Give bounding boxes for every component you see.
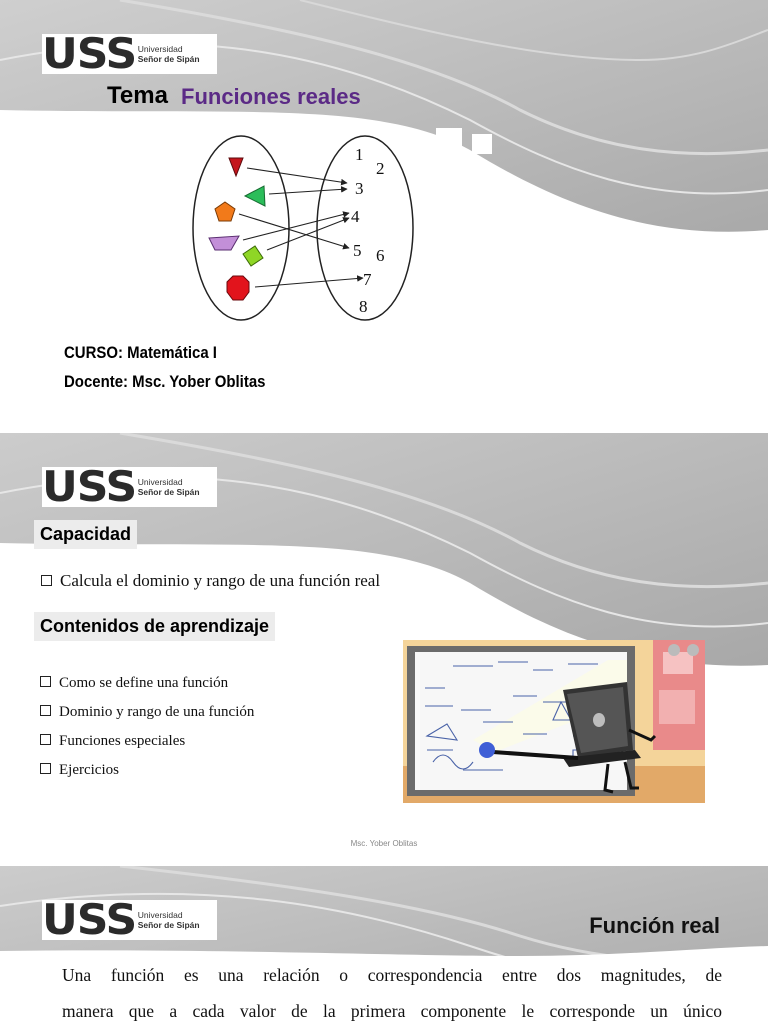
tema-title: Funciones reales <box>181 84 361 109</box>
list-item <box>40 727 254 756</box>
capacidad-item <box>41 571 380 591</box>
list-item-text: Funciones especiales <box>59 733 186 749</box>
list-item-text: Dominio y rango de una función <box>59 704 255 720</box>
codomain-set-ellipse <box>317 136 413 320</box>
violet-trapezoid-shape <box>209 236 239 250</box>
codomain-number-3: 3 <box>355 179 364 198</box>
red-octagon-shape <box>227 276 249 300</box>
codomain-number-8: 8 <box>359 297 368 316</box>
capacidad-heading: Capacidad <box>34 520 137 549</box>
codomain-number-7: 7 <box>363 270 372 289</box>
codomain-number-4: 4 <box>351 207 360 226</box>
contenidos-list <box>40 669 254 785</box>
logo-line-1: Universidad <box>137 477 183 487</box>
logo-line-2: Señor de Sipán <box>137 920 200 930</box>
checkbox-bullet-icon <box>40 734 51 745</box>
tema-label: Tema <box>107 82 168 109</box>
green-triangle-shape <box>245 186 265 206</box>
list-item <box>40 698 254 727</box>
list-item <box>40 669 254 698</box>
logo-mark: USS <box>42 895 137 944</box>
list-item-text: Como se define una función <box>59 675 229 691</box>
uss-logo <box>42 462 217 511</box>
slide-1 <box>0 0 768 424</box>
docente-text: Docente: Msc. Yober Oblitas <box>64 372 266 391</box>
contenidos-heading: Contenidos de aprendizaje <box>34 612 275 641</box>
body-line-2: manera que a cada valor de la primera componente le corresponde un único <box>62 1001 722 1021</box>
logo-text <box>138 910 200 930</box>
slide-2 <box>0 433 768 857</box>
logo-line-2: Señor de Sipán <box>137 54 200 64</box>
logo-line-1: Universidad <box>137 910 183 920</box>
logo-text <box>138 477 200 497</box>
checkbox-bullet-icon <box>41 575 52 586</box>
laptop-whiteboard-illustration <box>403 640 705 803</box>
slide-footer: Msc. Yober Oblitas <box>350 839 418 848</box>
curso-text: CURSO: Matemática I <box>64 343 217 362</box>
logo-line-1: Universidad <box>137 44 183 54</box>
codomain-number-2: 2 <box>376 159 385 178</box>
logo-mark: USS <box>42 29 137 78</box>
red-triangle-shape <box>229 158 243 176</box>
logo-mark: USS <box>42 462 137 511</box>
checkbox-bullet-icon <box>40 705 51 716</box>
capacidad-item-text: Calcula el dominio y rango de una función real <box>60 571 381 590</box>
codomain-number-1: 1 <box>355 145 364 164</box>
checkbox-bullet-icon <box>40 676 51 687</box>
logo-line-2: Señor de Sipán <box>137 487 200 497</box>
logo-text <box>138 44 200 64</box>
orange-pentagon-shape <box>215 202 235 221</box>
codomain-number-5: 5 <box>353 241 362 260</box>
list-item <box>40 756 254 785</box>
slide-title: Función real <box>589 913 720 938</box>
codomain-number-6: 6 <box>376 246 385 265</box>
lime-square-shape <box>243 246 263 266</box>
slide-3 <box>0 866 768 1024</box>
list-item-text: Ejercicios <box>59 762 119 778</box>
body-line-1: Una función es una relación o correspondencia entre dos magnitudes, de <box>62 965 722 985</box>
checkbox-bullet-icon <box>40 763 51 774</box>
uss-logo <box>42 895 217 944</box>
uss-logo <box>42 29 217 78</box>
function-mapping-diagram <box>185 132 425 324</box>
